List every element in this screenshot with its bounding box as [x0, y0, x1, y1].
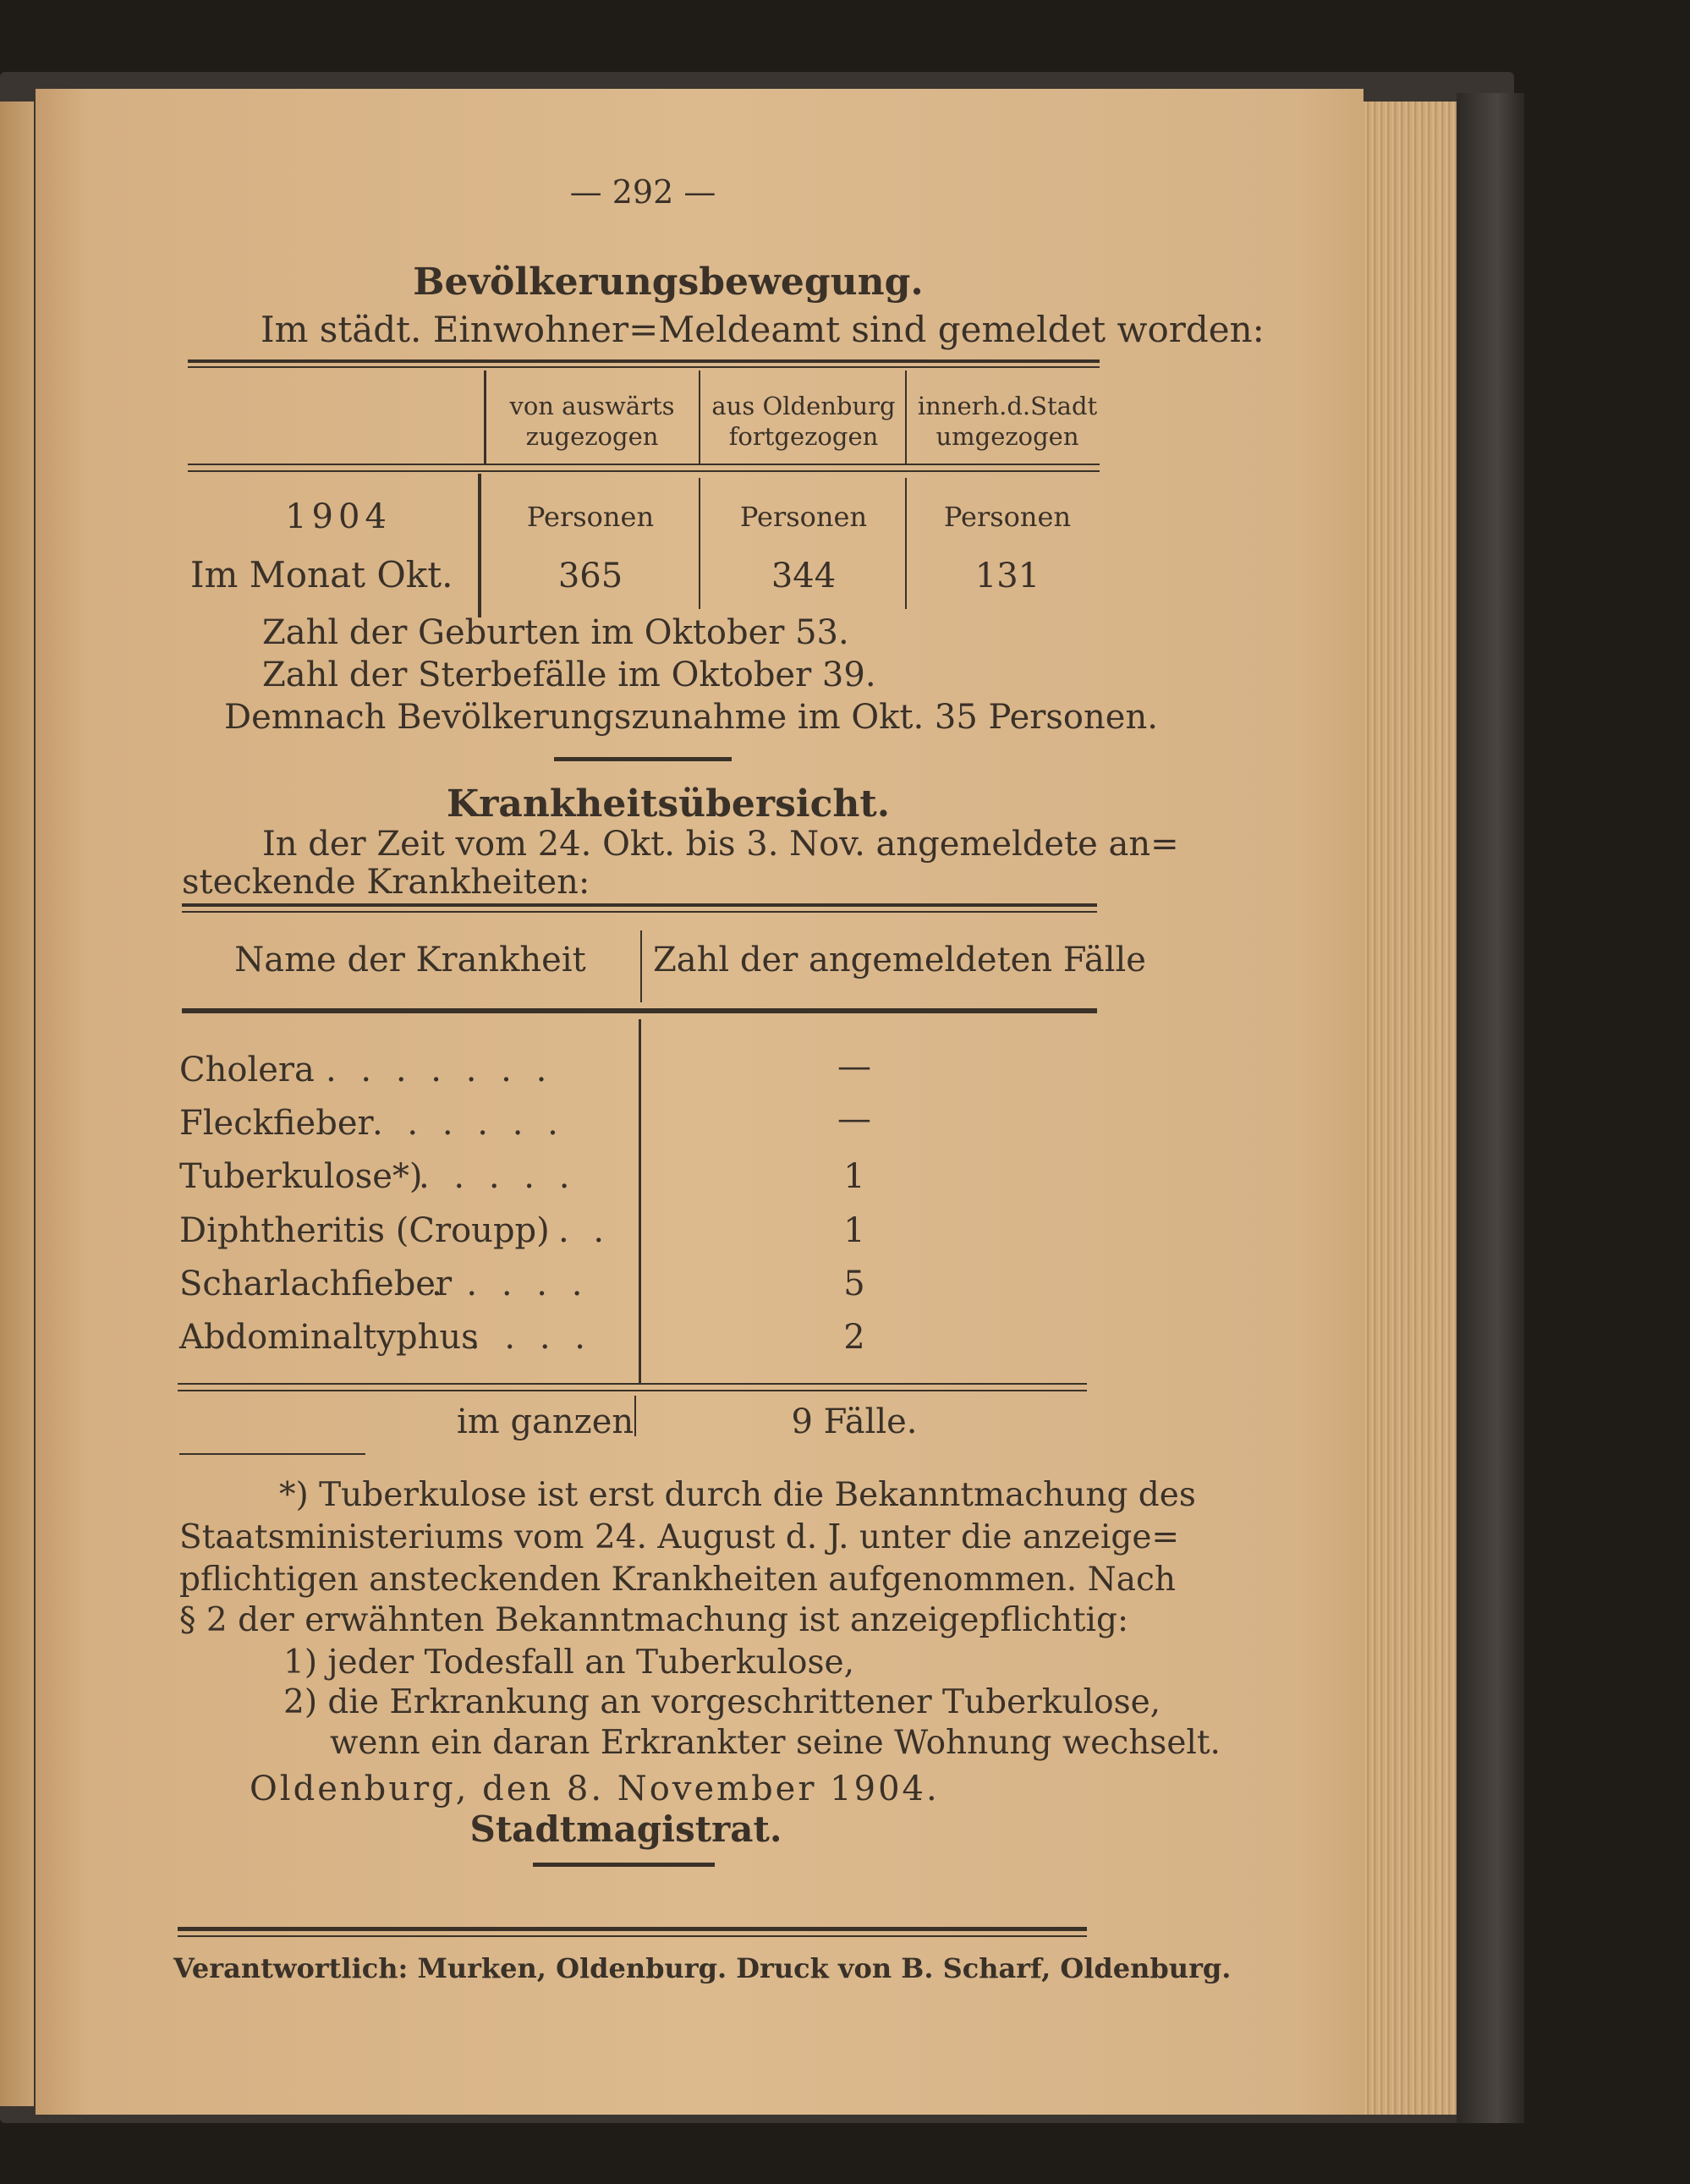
case-count-scharlachfieber: 5: [843, 1265, 865, 1303]
section-title-population: Bevölkerungsbewegung.: [413, 261, 924, 304]
dot-leader: . .: [558, 1211, 612, 1250]
column-header-fortgezogen: aus Oldenburg fortgezogen: [711, 392, 896, 451]
column-divider: [639, 1019, 641, 1383]
column-divider: [905, 478, 907, 609]
footnote-line: *) Tuberkulose ist erst durch die Bekanntmachung des: [279, 1476, 1196, 1514]
value-zugezogen: 365: [557, 557, 623, 595]
disease-name-diphtheritis: Diphtheritis (Croupp): [179, 1211, 550, 1250]
section-intro-diseases-line2: steckende Krankheiten:: [182, 863, 590, 902]
column-header-case-count: Zahl der angemeldeten Fälle: [653, 941, 1146, 980]
disease-name-cholera: Cholera: [179, 1051, 315, 1089]
column-header-umgezogen: innerh.d.Stadt umgezogen: [917, 392, 1098, 451]
left-page-edge: [0, 102, 34, 2106]
column-header-zugezogen: von auswärts zugezogen: [509, 392, 675, 451]
dot-leader: . . . . . .: [372, 1104, 565, 1143]
dot-leader: . . . .: [469, 1318, 593, 1357]
disease-name-abdominaltyphus: Abdominaltyphus: [179, 1318, 479, 1357]
page-number: — 292 —: [569, 173, 716, 211]
footnote-line: wenn ein daran Erkrankter seine Wohnung wechselt.: [330, 1724, 1221, 1762]
table-top-rule-thin: [182, 911, 1097, 913]
note-deaths: Zahl der Sterbefälle im Oktober 39.: [262, 656, 876, 694]
column-divider: [905, 370, 907, 464]
closing-separator: [533, 1863, 715, 1867]
footnote-line: Staatsministeriums vom 24. August d. J. unter die anzeige=: [179, 1518, 1180, 1556]
place-date: Oldenburg, den 8. November 1904.: [250, 1770, 940, 1808]
footnote-separator: [179, 1453, 365, 1455]
total-value: 9 Fälle.: [791, 1402, 918, 1441]
column-header-disease-name: Name der Krankheit: [234, 941, 586, 980]
unit-label: Personen: [943, 501, 1072, 533]
section-intro-diseases-line1: In der Zeit vom 24. Okt. bis 3. Nov. angemeldete an=: [262, 825, 1179, 864]
table-header-rule: [188, 464, 1100, 465]
table-header-rule: [188, 470, 1100, 472]
note-births: Zahl der Geburten im Oktober 53.: [262, 613, 849, 652]
table-top-rule: [182, 903, 1097, 907]
disease-name-scharlachfieber: Scharlachfieber: [179, 1265, 453, 1303]
unit-label: Personen: [526, 501, 655, 533]
unit-label: Personen: [739, 501, 868, 533]
column-divider: [640, 930, 642, 1002]
imprint-rule: [178, 1927, 1087, 1931]
column-divider: [699, 478, 700, 609]
footnote-line: § 2 der erwähnten Bekanntmachung ist anzeigepflichtig:: [179, 1601, 1129, 1639]
value-umgezogen: 131: [974, 557, 1040, 595]
table-bottom-rule: [178, 1383, 1087, 1385]
value-fortgezogen: 344: [771, 557, 837, 595]
dot-leader: . . . . .: [431, 1265, 590, 1303]
year-label: 1904: [285, 497, 392, 536]
case-count-cholera: —: [837, 1047, 871, 1086]
column-divider: [478, 474, 481, 617]
column-divider: [484, 370, 486, 464]
footnote-list-item: 2) die Erkrankung an vorgeschrittener Tuberkulose,: [283, 1683, 1161, 1721]
footnote-line: pflichtigen ansteckenden Krankheiten aufgenommen. Nach: [179, 1561, 1176, 1599]
table-top-rule-thin: [188, 366, 1100, 368]
disease-name-tuberkulose: Tuberkulose*): [179, 1157, 423, 1196]
imprint: Verantwortlich: Murken, Oldenburg. Druck von B. Scharf, Oldenburg.: [173, 1952, 1232, 1984]
page-fore-edge: [1364, 102, 1457, 2115]
dot-leader: . . . . .: [419, 1157, 577, 1196]
signature: Stadtmagistrat.: [469, 1808, 782, 1850]
table-header-rule: [182, 1008, 1097, 1013]
dot-leader: . . . . . . .: [326, 1051, 554, 1089]
column-divider: [699, 370, 700, 464]
row-label-month: Im Monat Okt.: [190, 554, 453, 595]
case-count-diphtheritis: 1: [843, 1211, 865, 1250]
total-label: im ganzen: [457, 1402, 634, 1441]
disease-name-fleckfieber: Fleckfieber: [179, 1104, 374, 1143]
note-increase: Demnach Bevölkerungszunahme im Okt. 35 Personen.: [224, 698, 1158, 737]
section-title-diseases: Krankheitsübersicht.: [446, 782, 891, 826]
section-intro-population: Im städt. Einwohner=Meldeamt sind gemeldet worden:: [261, 309, 1265, 350]
case-count-fleckfieber: —: [837, 1100, 871, 1139]
table-top-rule: [188, 359, 1100, 363]
imprint-rule-thin: [178, 1935, 1087, 1937]
table-bottom-rule: [178, 1390, 1087, 1391]
footnote-list-item: 1) jeder Todesfall an Tuberkulose,: [283, 1643, 855, 1682]
column-divider: [634, 1396, 636, 1436]
case-count-tuberkulose: 1: [843, 1157, 865, 1196]
case-count-abdominaltyphus: 2: [843, 1318, 865, 1357]
book-spine-cover: [1457, 93, 1524, 2123]
section-separator: [554, 757, 732, 761]
